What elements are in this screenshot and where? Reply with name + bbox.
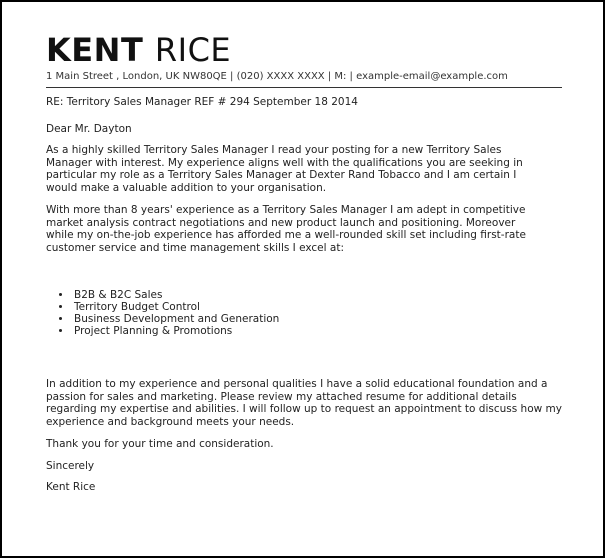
first-name: KENT: [46, 31, 144, 69]
list-item: • Business Development and Generation: [72, 313, 563, 325]
letter-content: [46, 32, 563, 494]
contact-line: 1 Main Street , London, UK NW80QE | (020) XXXX XXXX | M: | example-email@example.com: [46, 71, 508, 82]
body-paragraph-2: With more than 8 years' experience as a Territory Sales Manager I am adept in competitive market analysis contract negotiations and new product launch and positioning. Moreover while my on-the-job experience has afforded me a well-rounded skill set including first-rate customer service and time management skills I excel at:: [46, 204, 526, 254]
closing: Sincerely: [46, 459, 95, 472]
list-item: • B2B & B2C Sales: [72, 289, 563, 301]
applicant-name: [46, 32, 563, 68]
signature-name: Kent Rice: [46, 481, 96, 493]
reference-line: RE: Territory Sales Manager REF # 294 September 18 2014: [46, 96, 358, 108]
list-item: • Territory Budget Control: [72, 301, 563, 313]
list-item: • Project Planning & Promotions: [72, 325, 563, 337]
salutation: Dear Mr. Dayton: [46, 122, 132, 135]
body-paragraph-1: As a highly skilled Territory Sales Manager I read your posting for a new Territory Sales Manager with interest. My experience aligns well with the qualifications you are seeking in particular my role as a Territory Sales Manager at Dexter Rand Tobacco and I am certain I would make a valuable addition to your organisation.: [46, 144, 523, 194]
body-paragraph-3: In addition to my experience and personal qualities I have a solid educational foundation and a passion for sales and marketing. Please review my attached resume for additional details regarding my expertise and abilities. I will follow up to request an appointment to discuss how my experience and background meets your needs.: [46, 378, 563, 428]
thanks-line: Thank you for your time and consideration.: [46, 438, 274, 450]
last-name: RICE: [154, 31, 232, 69]
header-divider: [46, 87, 562, 88]
skills-list: [46, 289, 563, 337]
